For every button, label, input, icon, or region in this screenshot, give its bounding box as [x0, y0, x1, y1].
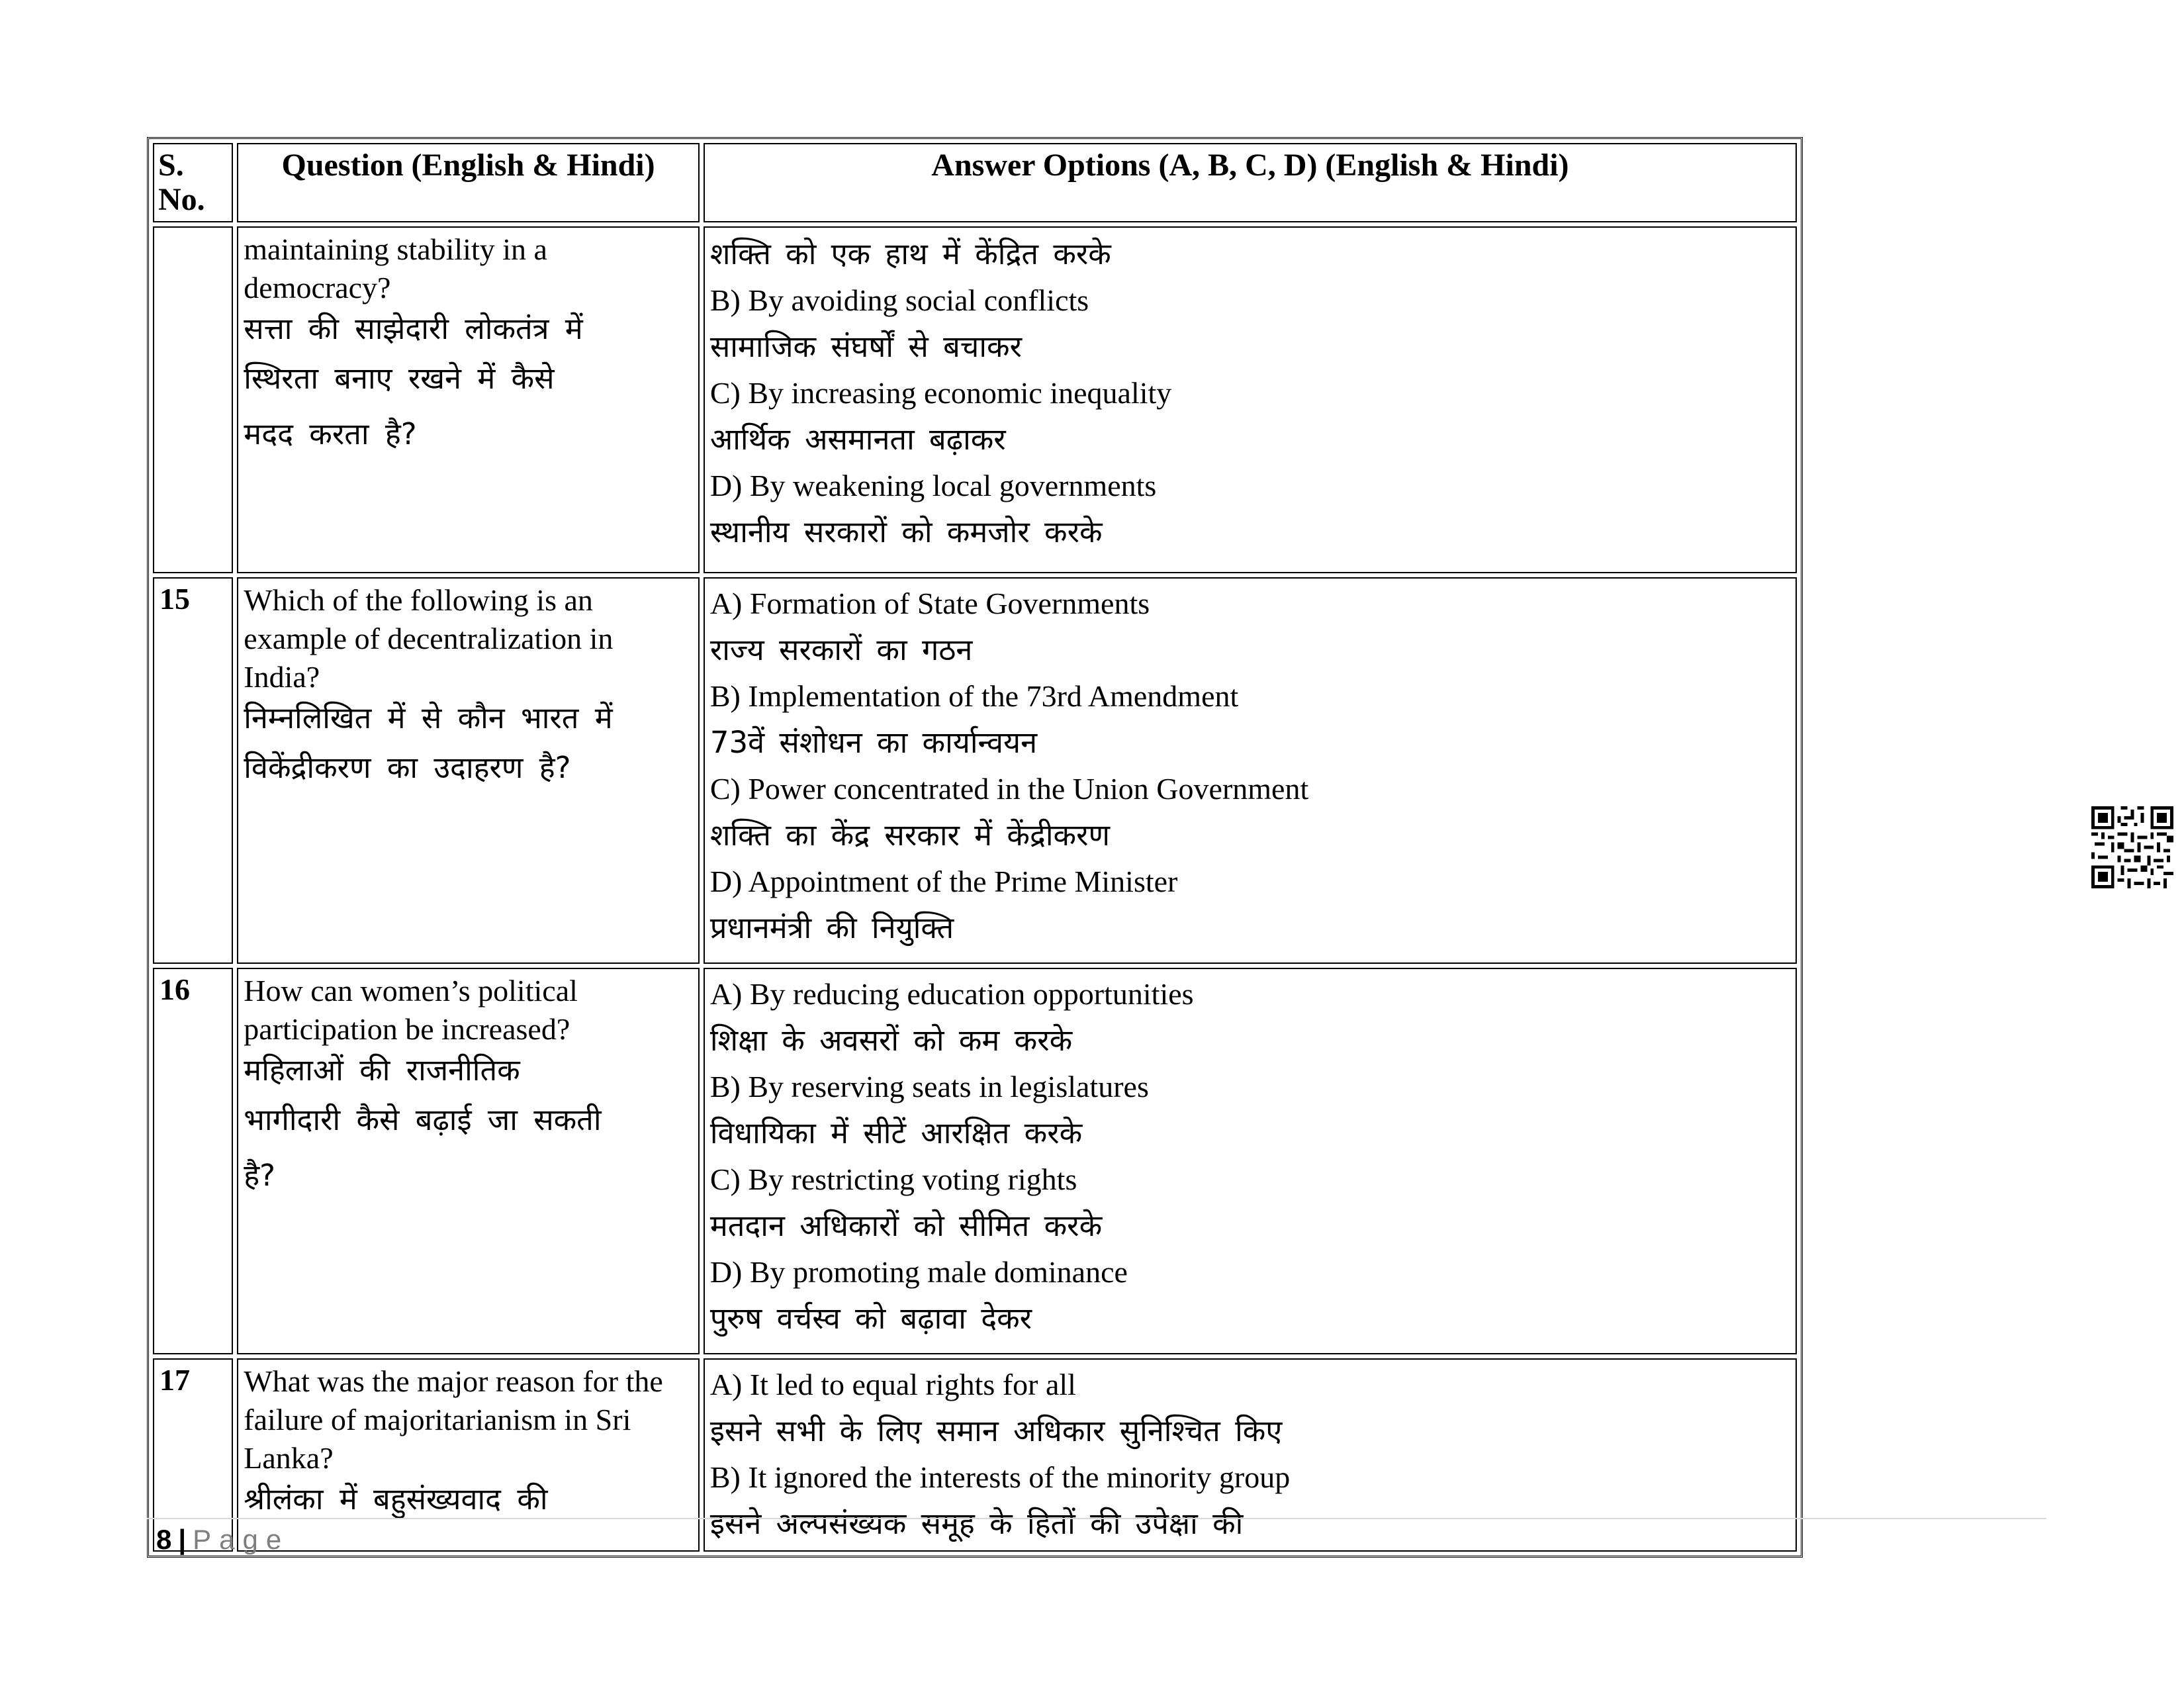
question-hindi-line: मदद करता है? — [244, 416, 417, 451]
option-english: D) By promoting male dominance — [709, 1255, 1128, 1289]
question-hindi-line: श्रीलंका में बहुसंख्यवाद की — [244, 1481, 548, 1517]
table-header-row — [153, 143, 1797, 222]
question-english: Which of the following is an example of decentralization in India? — [244, 583, 614, 694]
option-hindi: मतदान अधिकारों को सीमित करके — [709, 1208, 1103, 1243]
footer-separator: | — [178, 1524, 187, 1555]
option-english: B) By reserving seats in legislatures — [709, 1070, 1149, 1103]
question-hindi-line: भागीदारी कैसे बढ़ाई जा सकती — [244, 1102, 602, 1137]
question-hindi-line: स्थिरता बनाए रखने में कैसे — [244, 361, 555, 396]
row-sno: 15 — [153, 577, 233, 964]
row-sno: 17 — [153, 1358, 233, 1552]
option-english: A) It led to equal rights for all — [709, 1368, 1076, 1401]
page-footer — [156, 1524, 289, 1556]
footer-divider — [147, 1518, 2046, 1519]
option-hindi: इसने सभी के लिए समान अधिकार सुनिश्चित किए — [709, 1413, 1283, 1448]
question-table — [147, 137, 1803, 1558]
qr-code-icon — [2091, 806, 2173, 888]
row-sno — [153, 226, 233, 573]
page-number: 8 — [156, 1524, 172, 1555]
option-hindi: शिक्षा के अवसरों को कम करके — [709, 1023, 1073, 1058]
option-hindi: विधायिका में सीटें आरक्षित करके — [709, 1115, 1083, 1150]
question-cell — [237, 577, 700, 964]
option-english: B) Implementation of the 73rd Amendment — [709, 679, 1239, 713]
header-sno: S. No. — [153, 143, 233, 222]
table-row — [153, 968, 1797, 1354]
option-english: A) Formation of State Governments — [709, 586, 1150, 620]
question-cell — [237, 1358, 700, 1552]
question-hindi-line: विकेंद्रीकरण का उदाहरण है? — [244, 750, 571, 785]
option-hindi: प्रधानमंत्री की नियुक्ति — [709, 910, 954, 945]
question-english: What was the major reason for the failure of majoritarianism in Sri Lanka? — [244, 1364, 663, 1475]
option-english: B) By avoiding social conflicts — [709, 283, 1089, 317]
option-english: D) Appointment of the Prime Minister — [709, 865, 1178, 898]
option-english: C) By increasing economic inequality — [709, 376, 1172, 410]
row-sno: 16 — [153, 968, 233, 1354]
option-hindi: राज्य सरकारों का गठन — [709, 632, 973, 667]
option-hindi: 73वें संशोधन का कार्यान्वयन — [709, 725, 1038, 760]
question-hindi-line: है? — [244, 1158, 276, 1193]
question-english: maintaining stability in a democracy? — [244, 232, 547, 305]
option-hindi: सामाजिक संघर्षों से बचाकर — [709, 329, 1022, 364]
question-cell — [237, 968, 700, 1354]
option-english: C) By restricting voting rights — [709, 1162, 1077, 1196]
table-row — [153, 1358, 1797, 1552]
option-english: C) Power concentrated in the Union Government — [709, 772, 1309, 806]
answer-options-cell — [704, 577, 1797, 964]
header-answers: Answer Options (A, B, C, D) (English & Hindi) — [704, 143, 1797, 222]
option-english: B) It ignored the interests of the minority group — [709, 1460, 1291, 1494]
table-row — [153, 577, 1797, 964]
question-hindi-line: सत्ता की साझेदारी लोकतंत्र में — [244, 311, 583, 346]
option-english: A) By reducing education opportunities — [709, 977, 1194, 1011]
answer-options-cell — [704, 968, 1797, 1354]
header-question: Question (English & Hindi) — [237, 143, 700, 222]
table-row — [153, 226, 1797, 573]
page-label: Page — [193, 1524, 290, 1555]
question-hindi-line: महिलाओं की राजनीतिक — [244, 1053, 520, 1088]
question-english: How can women’s political participation be increased? — [244, 974, 578, 1046]
option-hindi: आर्थिक असमानता बढ़ाकर — [709, 422, 1006, 457]
answer-options-cell — [704, 1358, 1797, 1552]
option-hindi: इसने अल्पसंख्यक समूह के हितों की उपेक्षा की — [709, 1506, 1244, 1541]
option-hindi: शक्ति का केंद्र सरकार में केंद्रीकरण — [709, 818, 1111, 853]
answer-options-cell — [704, 226, 1797, 573]
option-hindi: स्थानीय सरकारों को कमजोर करके — [709, 514, 1103, 549]
question-cell — [237, 226, 700, 573]
option-hindi: शक्ति को एक हाथ में केंद्रित करके — [709, 236, 1111, 271]
option-hindi: पुरुष वर्चस्व को बढ़ावा देकर — [709, 1301, 1032, 1336]
option-english: D) By weakening local governments — [709, 469, 1157, 502]
question-hindi-line: निम्नलिखित में से कौन भारत में — [244, 700, 613, 735]
